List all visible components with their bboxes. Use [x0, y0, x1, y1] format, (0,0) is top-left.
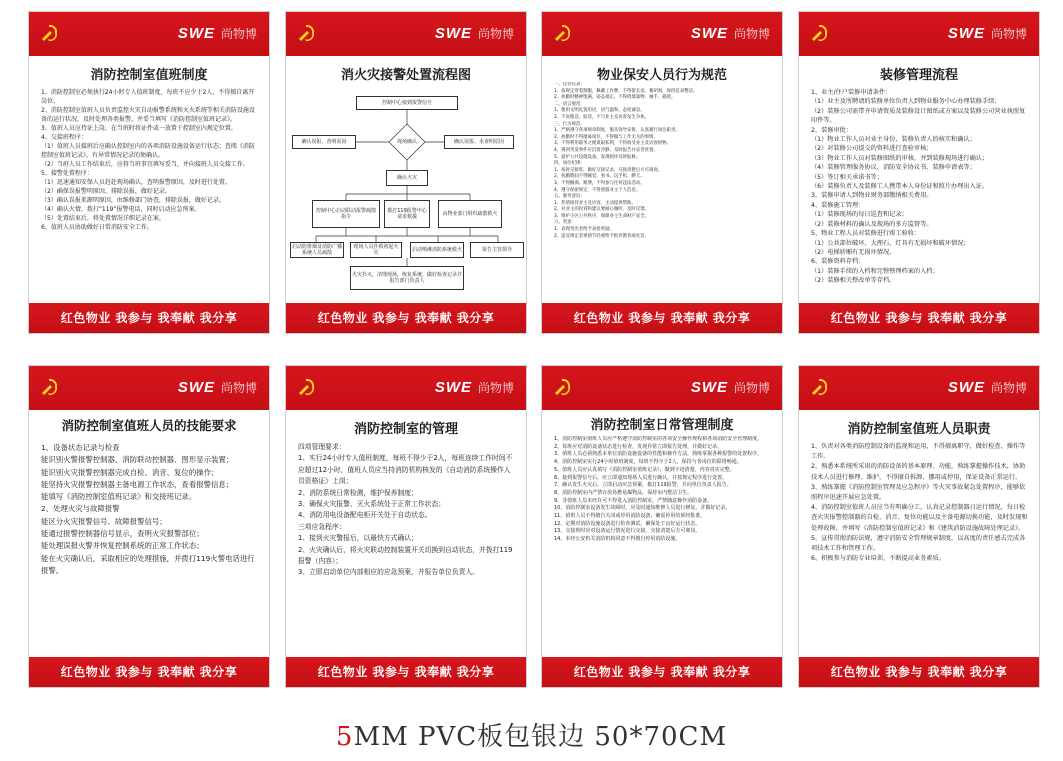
caption-prefix: 5 [335, 722, 354, 752]
poster-duty-responsibilities [798, 365, 1040, 688]
poster-security-conduct [541, 11, 783, 334]
brand-name: 尚物博 [220, 381, 257, 395]
brand-name: 尚物博 [220, 27, 257, 41]
flow-node-initial-fire: 现场人员扑救初起火灾 [350, 242, 402, 258]
party-emblem-icon [550, 21, 574, 45]
brand-logo [435, 379, 514, 396]
poster-title: 消防控制室的管理 [353, 422, 458, 437]
flow-node-property-rescue: 由物业部门组织疏散救火 [438, 200, 502, 228]
brand-mark: SWE [177, 25, 215, 42]
brand-logo [178, 25, 257, 42]
poster-footer-slogan: 红色物业 我参与 我奉献 我分享 [542, 303, 782, 333]
flowchart [286, 86, 527, 298]
poster-body: 四项管理要求： 1、实行24小时专人值班制度，每班不得少于2人，每班连续工作时间不应超过12小时，值班人员应当持消防机构核发的《自动消防系统操作人员资格证》上岗； 2、消防系统日常检测，维护保养制度； 3、确保火灾报警、灭火系统处于正常工作状态； 4、消防用电设备配电柜开关处于自动状态。 三项应急程序： 1、接到火灾警报后，以最快方式确认； 2、火灾确认后，将火灾联动控制装置开关切换到自动状态，并拨打119报警（内容）； 3、立即启动单位内部相应的应急预案，并报告单位负责人。 [298, 443, 513, 577]
poster-footer-slogan: 红色物业 我参与 我奉献 我分享 [286, 303, 526, 333]
brand-logo [948, 379, 1027, 396]
party-emblem-icon [294, 375, 318, 399]
brand-name: 尚物博 [733, 27, 770, 41]
flow-node-fire-confirmed: 确认火灾 [386, 170, 428, 186]
poster-body: 一、仪容仪表： 1、按规定穿着制服，佩戴工作牌，不得留长发、蓄胡须，保持仪表整洁。 2、执勤时精神饱满，姿态端正，不得倚墙靠物、袖手、插兜。 二、语言规范： 1、使用文明礼貌用语，语气温和，态度诚恳。 2、不说粗话、脏话，不与业主及访客发生争执。 三、行为规范： 1、严格遵守各项规章制度，服从领导安排，认真履行岗位职责。 2、执勤时不得擅离岗位，不得做与工作无关的事情。 3、不得利用职务之便谋取私利，不得收受业主及访客财物。 4、遇到突发事件应沉着冷静，及时报告并妥善处置。 5、爱护公共设施设备，发现损坏及时报修。 四、岗位纪律： 1、按时交接班，做好交接记录，交接清楚后方可离岗。 2、执勤期间不得睡觉、看书、玩手机、聊天。 3、不得酗酒、赌博，不得参与任何违法活动。 4、遵守保密规定，不得泄露业主个人信息。 五、服务意识： 1、热情接待业主及访客，主动提供帮助。 2、对业主的投诉和建议要耐心倾听，及时反馈。 3、维护小区公共秩序，保障业主生命财产安全。 六、奖惩： 1、表现突出者给予表扬奖励。 2、违反规定者视情节轻重给予批评教育或处罚。 [554, 82, 698, 239]
poster-body: 1、设备状态记录与检查 能识别火警报警控制器、消防联动控制器、图形显示装置； 能识别火灾报警控制器完成自检、消音、复位的操作； 能坚持火灾报警控制器主备电源工作状态，查看报警信息； 能填写《消防控制室值班记录》和交接班记录。 2、处理火灾与故障报警 能区分火灾报警信号、故障报警信号； 能通过报警控制器信号显示，查明火灾报警部位； 能处理误报火警并恢复控制系统的正常工作状态； 能在火灾确认后，采取相应的处理措施，并拨打119火警电话进行报警。 [41, 443, 255, 575]
poster-title: 消防控制室值班制度 [90, 68, 208, 83]
poster-header [286, 12, 526, 56]
flow-node-call-119: 拨打119报警中心请求救援 [384, 200, 430, 228]
poster-footer-slogan: 红色物业 我参与 我奉献 我分享 [29, 303, 269, 333]
brand-mark: SWE [690, 25, 728, 42]
party-emblem-icon [550, 375, 574, 399]
poster-title: 物业保安人员行为规范 [596, 68, 727, 83]
flow-node-confirm: 现场确认 [397, 139, 418, 146]
brand-name: 尚物博 [990, 27, 1027, 41]
brand-mark: SWE [434, 379, 472, 396]
poster-header [542, 366, 782, 410]
poster-footer-slogan: 红色物业 我参与 我奉献 我分享 [799, 657, 1039, 687]
brand-mark: SWE [947, 379, 985, 396]
poster-control-room-management [285, 365, 527, 688]
caption-text: MM PVC板包银边 50*70CM [353, 722, 728, 752]
poster-header [542, 12, 782, 56]
poster-body: 1、业主/住户装修申请条件： （1）业主及所聘请的装修单位负责人到物业服务中心办理装修手续； （2）装修公司需带齐申请资质及装修设计图纸或方案以及装修公司营业执照复印件等。 2、装修审批： （1）物业工作人员对业主身份、装修负责人的核实和确认； （2）对装修公司提交的资料进行查验审核； （3）物业工作人员对装修图纸的审核，并到装修现场进行确认； （4）装修管理服务协议、消防安全协议书、装修申请表等； （5）签订相关承诺书等； （6）装修负责人及装修工人携带本人身份证和照片办理出入证。 3、装修申请人到物业财务部缴纳相关费用。 4、装修施工管理： （1）装修现场的每日巡查和记录； （2）装修材料的确认及现场的多方监督等。 5、物业工程人员对装修进行竣工验收： （1）公共部位破坏、大理石、灯具有无损坏和破坏情况； （2）电梯轿厢有无损坏情况。 6、装修资料存档： （1）装修手续的入档和完整整理档案的入档； （2）装修相关整改单等存档。 [811, 89, 1026, 285]
party-emblem-icon [294, 21, 318, 45]
flow-node-smoke-control: 启动防排烟及消防广播系统人员疏散 [292, 243, 343, 256]
brand-name: 尚物博 [990, 381, 1027, 395]
flow-node-evacuate-order: 控制中心启动联动报警疏散指令 [312, 200, 380, 228]
brand-mark: SWE [690, 379, 728, 396]
poster-header [799, 12, 1039, 56]
poster-header [286, 366, 526, 410]
brand-name: 尚物博 [477, 27, 514, 41]
poster-body: 1、消防控制室必须执行24小时专人值班制度，每班不应少于2人，不得擅自离开岗位。 2、消防控制室值班人员负责监控火灾自动报警系统和灭火系统等相关消防设施设备的运行状况，及时处理各类报警，并妥当填写《消防控制室值班记录》。 3、值班人员应持证上岗，在当班时将证件或一放置于控制室内规定位置。 4、交接班程序： （1）值班人员接班后应确认控制室内的各项消防设施设备运行状态；查阅《消防控制室值班记录》，有异常情况记录的须确认。 （2）当班人员工作结束后，应将当班事宜填写妥当，并向接班人员交接工作。 5、接警处置程序： （1）迅速通知安保人员赶赴现场确认，查明报警原因，及时进行处置。 （2）确保误报警明原因，排除误报，做好记录。 （3）确认误报来源明原因，由维修部门协查，排除误报，做好记录。 （4）确认火情，拨打“119”报警电话，同时启动应急预案。 （5）处置结束后，将处置情况详细记录在案。 6、值班人员协助做好日常消防安全工作。 [41, 89, 255, 231]
poster-duty-system [28, 11, 270, 334]
flow-node-sprinkler: 启动喷淋消防系统救火 [410, 242, 464, 258]
poster-header [799, 366, 1039, 410]
flow-node-start: 控制中心接到报警信号 [356, 96, 458, 110]
poster-footer-slogan: 红色物业 我参与 我奉献 我分享 [29, 657, 269, 687]
poster-title: 消防控制室值班人员职责 [847, 422, 991, 437]
poster-footer-slogan: 红色物业 我参与 我奉献 我分享 [286, 657, 526, 687]
poster-title: 消防控制室值班人员的技能要求 [61, 418, 237, 433]
brand-name: 尚物博 [477, 381, 514, 395]
brand-mark: SWE [947, 25, 985, 42]
poster-body: 1、消防控制室值班人员应严格遵守消防控制室的各项安全操作规程和各项消防安全管理制度。 2、每班应对消防设备状态进行检查，发现异常立即报告处理，并做好记录。 3、值班人员必须熟悉本单位消防设施设备的性能和操作方法，熟练掌握各种报警的处置程序。 4、消防控制室实行24小时值班制度，每班不得少于2人，保持与各岗位的联络畅通。 5、值班人员应认真填写《消防控制室值班记录》，做到字迹清楚、内容真实完整。 6、接到报警信号后，应立即通知现场人员进行确认，并按规定程序进行处置。 7、确认发生火灾后，立即启动应急预案，拨打119报警，并向单位负责人报告。 8、消防控制室内严禁存放易燃易爆物品，保持室内整洁卫生。 9、非值班人员未经许可不得进入消防控制室，严禁随意操作消防设备。 10、消防控制室设备发生故障时，应及时通知维修人员进行修复，并做好记录。 11、值班人员不得擅自关闭或停用消防设备，确需停用的须经批准。 12、定期对消防设施设备进行检查测试，确保处于良好运行状态。 13、交接班时应对设备运行情况进行交接，交接清楚后方可离岗。 14、未经公安机关消防机构同意不得擅自停用消防设施。 [554, 436, 763, 543]
flow-node-report-leader: 报告主管领导 [470, 242, 524, 258]
poster-footer-slogan: 红色物业 我参与 我奉献 我分享 [542, 657, 782, 687]
brand-mark: SWE [434, 25, 472, 42]
poster-fire-flowchart [285, 11, 527, 334]
flow-node-unknown-cause: 确认误报、未查明原因 [444, 135, 514, 149]
poster-duty-skills [28, 365, 270, 688]
flow-node-false-alarm: 确认误报、查明原因 [292, 135, 356, 149]
poster-renovation-process [798, 11, 1040, 334]
brand-logo [178, 379, 257, 396]
party-emblem-icon [807, 375, 831, 399]
poster-daily-management [541, 365, 783, 688]
brand-logo [435, 25, 514, 42]
poster-title: 装修管理流程 [879, 68, 958, 83]
poster-title: 消防控制室日常管理制度 [590, 418, 734, 433]
party-emblem-icon [37, 21, 61, 45]
brand-mark: SWE [177, 379, 215, 396]
brand-logo [948, 25, 1027, 42]
flow-node-end: 火灾扑灭，清理现场，恢复系统，做好检查记录并报告部门负责人 [350, 266, 464, 290]
brand-name: 尚物博 [733, 381, 770, 395]
poster-header [29, 366, 269, 410]
party-emblem-icon [37, 375, 61, 399]
product-caption [0, 716, 1063, 753]
party-emblem-icon [807, 21, 831, 45]
poster-header [29, 12, 269, 56]
poster-body: 1、负责对各类消防控制设备的监视和运用，不得擅离职守，做好检查、操作等工作。 2、熟悉本系统所采用的消防设备的基本原理、功能，熟练掌握操作技术，协助技术人员进行修理、维护，不得擅自拆卸、挪用或停用，保证设备正常运行。 3、熟练掌握《消防控制室管理及应急程序》等火灾事故紧急处置程序，能够依照程序迅速开展应急处置。 4、消防控制室值班人员应当有明确分工，认真记录控制器日运行情况，每日检查火灾报警控制器的自检、消音、复位功能以及主备电源切换功能，及时发现和处理故障，并填写《消防控制室值班记录》和《建筑消防设施故障处理记录》。 5、宣传贯彻消防法规，遵守消防安全管理规章制度，以高度的责任感去完成各项技术工作和管理工作。 6、积极参与消防专业培训，不断提高业务素质。 [811, 443, 1028, 563]
brand-logo [691, 25, 770, 42]
brand-logo [691, 379, 770, 396]
poster-title: 消火灾接警处置流程图 [340, 68, 471, 83]
poster-footer-slogan: 红色物业 我参与 我奉献 我分享 [799, 303, 1039, 333]
